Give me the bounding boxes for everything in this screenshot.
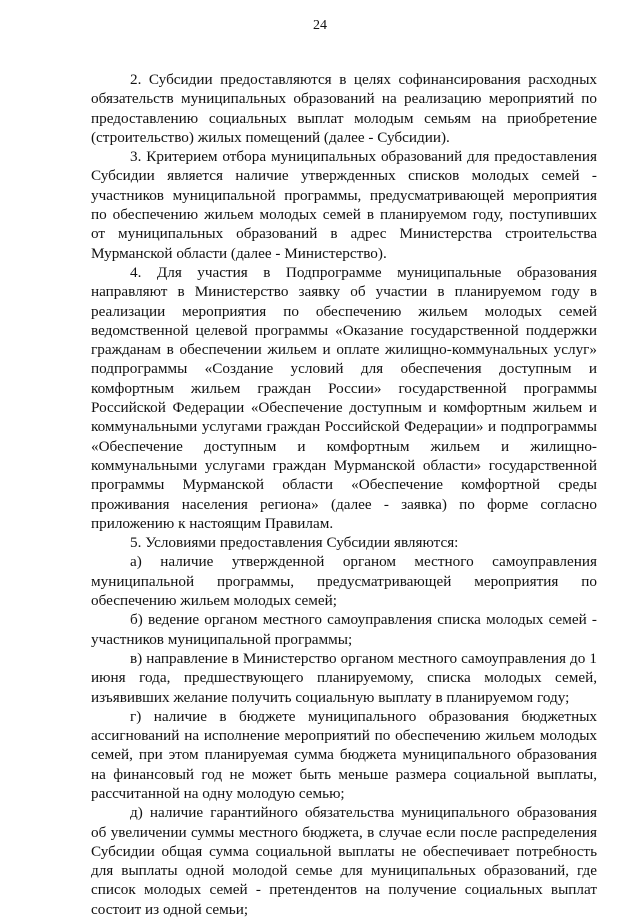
condition-e: д) наличие гарантийного обязательства муниципального образования об увеличении суммы местного бюджета, в случае если после распределения Субсидии общая сумма социальной выплаты не обеспечивает потребность для выплаты одной молодой семье для муниципальных образований, где список молодых семей - претендентов на получение социальных выплат состоит из одной семьи; [91,804,597,918]
page-number: 24 [313,18,327,33]
condition-c: в) направление в Министерство органом местного самоуправления до 1 июня года, предшествующего планируемому, списка молодых семей, изъявивших желание получить социальную выплату в планируемом году; [91,649,597,706]
document-body [91,70,597,919]
paragraph-5-conditions: 5. Условиями предоставления Субсидии являются: [130,534,459,552]
paragraph-4-application: 4. Для участия в Подпрограмме муниципальные образования направляют в Министерство заявку об участии в планируемом году в реализации мероприятия по обеспечению жильем молодых семей ведомственной целевой программы «Оказание государственной поддержки гражданам в обеспечении жильем и оплате жилищно-коммунальных услуг» подпрограммы «Создание условий для обеспечения доступным и комфортным жильем граждан России» государственной программы Российской Федерации «Обеспечение доступным и комфортным жильем и коммунальными услугами граждан Российской Федерации» и подпрограммы «Обеспечение доступным и комфортным жильем и жилищно-коммунальными услугами граждан Мурманской области» государственной программы Мурманской области «Обеспечение комфортной среды проживания населения региона» (далее - заявка) по форме согласно приложению к настоящим Правилам. [91,263,597,532]
condition-b: б) ведение органом местного самоуправления списка молодых семей - участников муниципальной программы; [91,611,597,648]
condition-d: г) наличие в бюджете муниципального образования бюджетных ассигнований на исполнение мероприятий по обеспечению жильем молодых семей, при этом планируемая сумма бюджета муниципального образования на финансовый год не может быть меньше размера социальной выплаты, рассчитанной на одну молодую семью; [91,707,597,802]
condition-a: а) наличие утвержденной органом местного самоуправления муниципальной программы, предусматривающей мероприятия по обеспечению жильем молодых семей; [91,553,597,610]
paragraph-2-subsidies-purpose: 2. Субсидии предоставляются в целях софинансирования расходных обязательств муниципальных образований на реализацию мероприятий по предоставлению социальных выплат молодым семьям на приобретение (строительство) жилых помещений (далее - Субсидии). [91,71,597,146]
paragraph-3-selection-criterion: 3. Критерием отбора муниципальных образований для предоставления Субсидии является наличие утвержденных списков молодых семей - участников муниципальной программы, предусматривающей мероприятия по обеспечению жильем молодых семей в планируемом году, поступивших от муниципальных образований в адрес Министерства строительства Мурманской области (далее - Министерство). [91,148,597,262]
